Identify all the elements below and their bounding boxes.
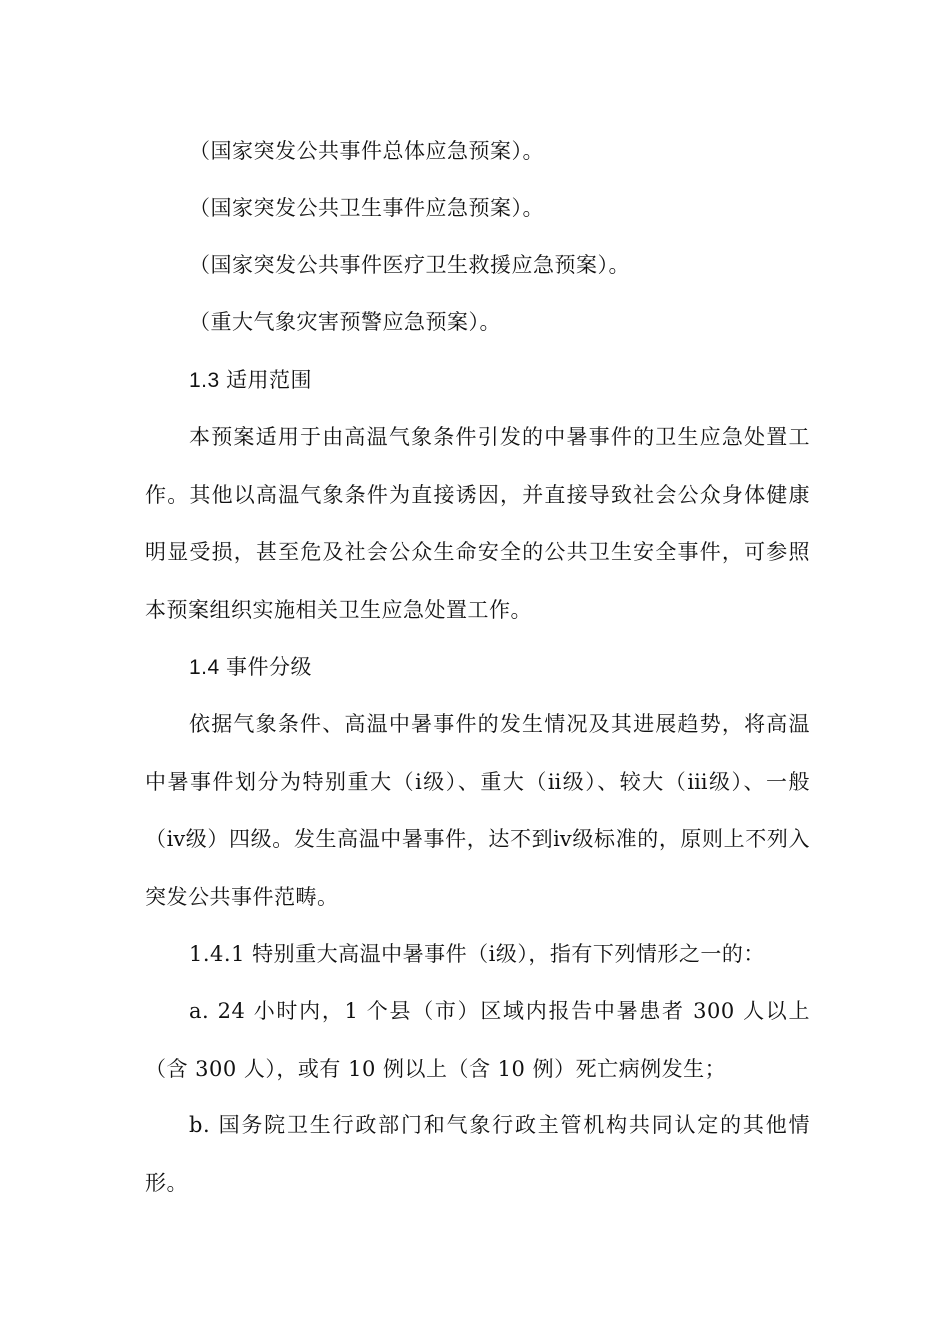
reference-line-2: （国家突发公共卫生事件应急预案）。 xyxy=(189,196,544,220)
section-heading-1-4: 1.4 事件分级 xyxy=(189,656,313,679)
reference-line-3: （国家突发公共事件医疗卫生救援应急预案）。 xyxy=(189,253,630,277)
list-item-a: a. 24 小时内，1 个县（市）区域内报告中暑患者 300 人以上（含 300 人），或有 10 例以上（含 10 例）死亡病例发生； xyxy=(145,999,810,1081)
section-body-1-3: 本预案适用于由高温气象条件引发的中暑事件的卫生应急处置工作。其他以高温气象条件为直接诱因，并直接导致社会公众身体健康明显受损，甚至危及社会公众生命安全的公共卫生安全事件，可参照本预案组织实施相关卫生应急处置工作。 xyxy=(145,425,810,622)
reference-line-4: （重大气象灾害预警应急预案）。 xyxy=(189,310,501,334)
reference-line-1: （国家突发公共事件总体应急预案）。 xyxy=(189,139,544,163)
list-item-b: b. 国务院卫生行政部门和气象行政主管机构共同认定的其他情形。 xyxy=(145,1113,810,1195)
section-heading-1-3: 1.3 适用范围 xyxy=(189,369,313,392)
section-heading-1-4-1: 1.4.1 特别重大高温中暑事件（ⅰ级），指有下列情形之一的： xyxy=(189,942,765,966)
section-body-1-4: 依据气象条件、高温中暑事件的发生情况及其进展趋势，将高温中暑事件划分为特别重大（ⅰ级）、重大（ⅱ级）、较大（ⅲ级）、一般（ⅳ级）四级。发生高温中暑事件，达不到ⅳ级标准的，原则上不列入突发公共事件范畴。 xyxy=(145,712,810,909)
